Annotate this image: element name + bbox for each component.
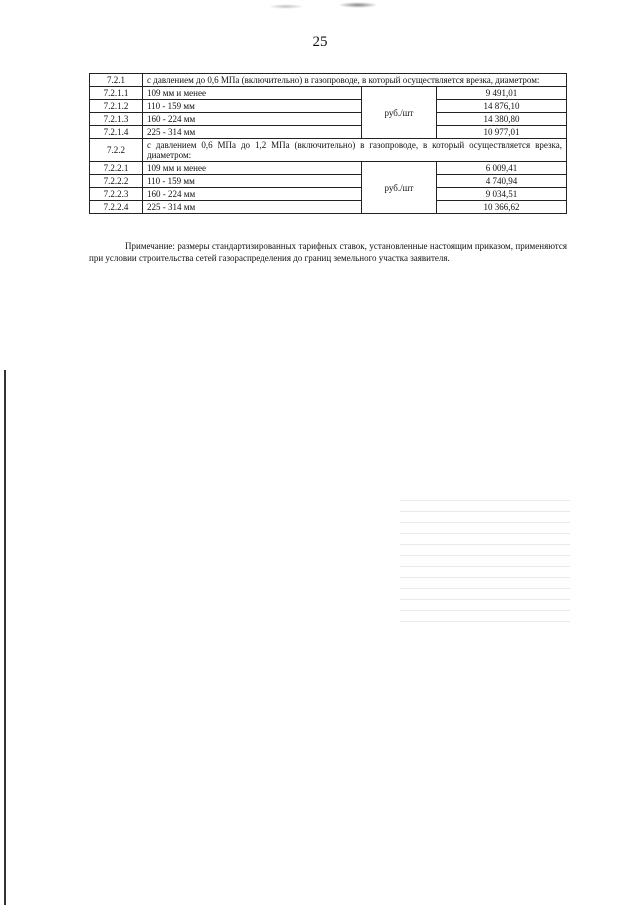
row-description: 110 - 159 мм	[143, 175, 362, 188]
row-unit: руб./шт	[362, 162, 437, 214]
row-value: 10 977,01	[437, 126, 567, 139]
table-row	[90, 188, 567, 201]
scan-edge-line	[4, 370, 6, 905]
row-description: 160 - 224 мм	[143, 113, 362, 126]
table-row	[90, 162, 567, 175]
row-description: 160 - 224 мм	[143, 188, 362, 201]
row-description: с давлением 0,6 МПа до 1,2 МПа (включительно) в газопроводе, в который осуществляется врезка, диаметром:	[143, 139, 567, 162]
table-row	[90, 100, 567, 113]
row-code: 7.2.1.2	[90, 100, 143, 113]
row-code: 7.2.1.1	[90, 87, 143, 100]
row-code: 7.2.1.4	[90, 126, 143, 139]
table-row	[90, 201, 567, 214]
row-description: 109 мм и менее	[143, 87, 362, 100]
row-description: с давлением до 0,6 МПа (включительно) в газопроводе, в который осуществляется врезка, диаметром:	[143, 74, 567, 87]
scan-artifact	[338, 2, 378, 8]
row-code: 7.2.2	[90, 139, 143, 162]
row-description: 109 мм и менее	[143, 162, 362, 175]
table-note: Примечание: размеры стандартизированных тарифных ставок, установленные настоящим приказом, применяются при условии строительства сетей газораспределения до границ земельного участка заявителя.	[89, 241, 567, 263]
row-value: 14 380,80	[437, 113, 567, 126]
row-code: 7.2.1	[90, 74, 143, 87]
scan-artifact	[268, 4, 304, 9]
row-value: 4 740,94	[437, 175, 567, 188]
row-description: 225 - 314 мм	[143, 126, 362, 139]
table-row	[90, 139, 567, 162]
table-row	[90, 87, 567, 100]
row-description: 110 - 159 мм	[143, 100, 362, 113]
tariff-table	[89, 73, 567, 214]
row-code: 7.2.1.3	[90, 113, 143, 126]
row-code: 7.2.2.1	[90, 162, 143, 175]
row-value: 9 034,51	[437, 188, 567, 201]
bleed-through-text	[400, 500, 570, 800]
row-code: 7.2.2.3	[90, 188, 143, 201]
row-value: 6 009,41	[437, 162, 567, 175]
row-value: 10 366,62	[437, 201, 567, 214]
page-number: 25	[312, 34, 328, 50]
row-value: 9 491,01	[437, 87, 567, 100]
row-code: 7.2.2.4	[90, 201, 143, 214]
row-code: 7.2.2.2	[90, 175, 143, 188]
table-row	[90, 175, 567, 188]
table-row	[90, 126, 567, 139]
row-value: 14 876,10	[437, 100, 567, 113]
table-row	[90, 74, 567, 87]
table-row	[90, 113, 567, 126]
row-description: 225 - 314 мм	[143, 201, 362, 214]
row-unit: руб./шт	[362, 87, 437, 139]
